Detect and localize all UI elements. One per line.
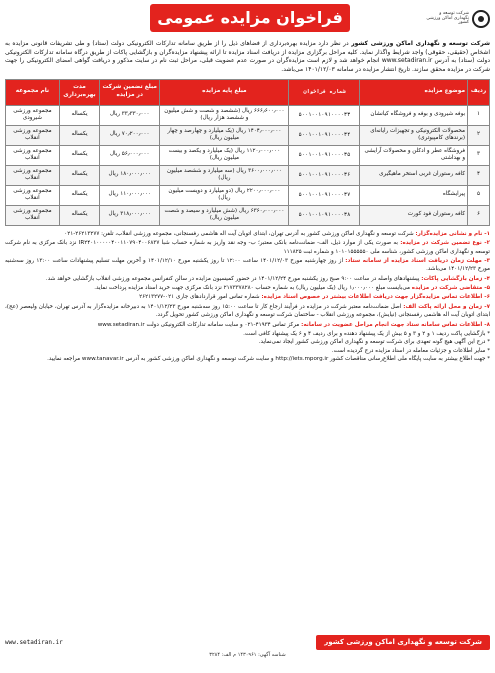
cell-subject: کافه رستوران غربی استخر ماهیگیری (360, 165, 468, 185)
cell-duration: یکساله (59, 125, 99, 145)
company-name: شرکت توسعه و نگهداری اماکن ورزشی کشور (316, 635, 490, 650)
note-item: ۷- زمان و محل ارائه پاکت الف: اصل ضمانت‌نامه معتبر شرکت در مزایده در فرآیند ارجاع کار تا ساعت ۱۵:۰۰ روز سه‌شنبه مورخ ۱۴۰۱/۱۲/۲۳ به دبیرخانه مزایده‌گزار به آدرس تهران، خیابان ولیعصر (عج)، ابتدای اتوبان آیت اله هاشمی رفسنجانی (نیایش)، مجموعه ورزشی انقلاب - ساختمان شرکت توسعه و نگهداری اماکن ورزشی کشور تحویل گردد. (5, 303, 490, 319)
cell-deposit: ۷۰٫۲۰۰٫۰۰۰ ریال (100, 125, 160, 145)
cell-subject: فروشگاه عطر و ادکلن و محصولات آرایشی و بهداشتی (360, 145, 468, 165)
intro-organization: شرکت توسعه و نگهداری اماکن ورزشی کشور (351, 40, 490, 47)
note-item: ۱- نام و نشانی مزایده‌گزار: شرکت توسعه و نگهداری اماکن ورزشی کشور به آدرس تهران، ابتدای اتوبان آیت اله هاشمی رفسنجانی، مجموعه ورزشی انقلاب، تلفن: ۲۶۲۱۳۲۷۷-۰۲۱ (64, 230, 490, 237)
cell-index: ۶ (468, 205, 490, 225)
cell-deposit: ۱۱۰٫۰۰۰٫۰۰۰ ریال (100, 185, 160, 205)
cell-base-price: ۲۲۰۰٫۰۰۰٫۰۰۰ ریال (دو میلیارد و دویست میلیون ریال) (160, 185, 289, 205)
intro-paragraph (5, 40, 490, 75)
col-header-call-number: شماره فراخوان (289, 79, 360, 105)
cell-subject: کافه رستوران فود کورت (360, 205, 468, 225)
table-row (6, 165, 490, 185)
cell-complex: مجموعه ورزشی انقلاب (6, 205, 60, 225)
cell-index: ۳ (468, 145, 490, 165)
cell-call-number: ۵۰۰۱۰۰۱۰۹۱۰۰۰۰۳۴ (289, 125, 360, 145)
bullet-item: * جهت اطلاع بیشتر به سایت پایگاه ملی اطلاع‌رسانی مناقصات کشور http://iets.mporg.ir و سایت شرکت توسعه و نگهداری اماکن ورزشی کشور به آدرس www.tanavar.ir مراجعه نمایید. (47, 356, 490, 363)
cell-complex: مجموعه ورزشی انقلاب (6, 185, 60, 205)
note-item: ۳- مهلت زمان دریافت اسناد مزایده از سامانه ستاد: از روز چهارشنبه مورخ ۱۴۰۱/۱۲/۰۳ ساعت ۱۲:۰۰ تا روز یکشنبه مورخ ۱۴۰۱/۱۲/۱۰ و آخرین مهلت تسلیم پیشنهادات ساعت ۱۳:۰۰ روز سه‌شنبه مورخ ۱۴۰۱/۱۲/۲۳ می‌باشد. (5, 257, 490, 273)
note-item: ۶- اطلاعات تماس مزایده‌گزار جهت دریافت اطلاعات بیشتر در خصوص اسناد مزایده: شماره تماس امور قراردادهای جاری ۰۲۱-۲۶۲۱۳۲۷۷ (139, 294, 490, 301)
cell-subject: بوفه شیرودی و بوفه و فروشگاه کیانشان (360, 105, 468, 125)
cell-base-price: ۱۱۲۰٫۰۰۰٫۰۰۰ ریال (یک میلیارد و یکصد و بیست میلیون ریال) (160, 145, 289, 165)
cell-duration: یکساله (59, 205, 99, 225)
cell-index: ۵ (468, 185, 490, 205)
website-link[interactable]: www.setadiran.ir (5, 638, 63, 646)
cell-index: ۲ (468, 125, 490, 145)
cell-complex: مجموعه ورزشی انقلاب (6, 125, 60, 145)
cell-duration: یکساله (59, 105, 99, 125)
cell-deposit: ۳۳٫۳۳۰٫۰۰۰ ریال (100, 105, 160, 125)
note-item: ۸- اطلاعات تماس سامانه ستاد جهت انجام مراحل عضویت در سامانه: مرکز تماس ۴۱۹۳۴-۰۲۱ و سایت سامانه تدارکات الکترونیکی دولت www.setadiran.ir (97, 321, 490, 328)
table-row (6, 145, 490, 165)
logo-caption: شرکت توسعه و نگهداری اماکن ورزشی کشور (426, 10, 469, 26)
intro-body: در نظر دارد مزایده بهره‌برداری از فضاهای ذیل را از طریق سامانه تدارکات الکترونیکی دولت (ستاد) و طی تشریفات قانونی مزایده به اشخاص (حقیقی، حقوقی) واجد شرایط واگذار نماید. کلیه مراحل برگزاری مزایده از دریافت اسناد مزایده تا ارائه پیشنهاد مزایده‌گران و بازگشایی پاکات از طریق درگاه سامانه تدارکات الکترونیکی دولت (ستاد) به آدرس www.setadiran.ir انجام خواهد شد و لازم است مزایده‌گران در صورت عدم عضویت قبلی، مراحل ثبت نام در سایت مذکور و دریافت گواهی امضای الکترونیکی را جهت شرکت در مزایده محقق سازند. تاریخ انتشار مزایده در سامانه ۱۴۰۱/۱۲/۰۳ می‌باشد. (5, 40, 490, 74)
table-row (6, 205, 490, 225)
cell-complex: مجموعه ورزشی انقلاب (6, 165, 60, 185)
cell-index: ۱ (468, 105, 490, 125)
col-header-complex: نام مجموعه (6, 79, 60, 105)
table-header-row (6, 79, 490, 105)
cell-subject: محصولات الکترونیکی و تجهیزات رایانه‌ای (برندهای کامپیوتری) (360, 125, 468, 145)
organization-logo (420, 7, 490, 31)
table-row (6, 125, 490, 145)
col-header-duration: مدت بهره‌برداری (59, 79, 99, 105)
col-header-deposit: مبلغ تضمین شرکت در مزایده (100, 79, 160, 105)
col-header-index: ردیف (468, 79, 490, 105)
cell-duration: یکساله (59, 145, 99, 165)
cell-duration: یکساله (59, 165, 99, 185)
col-header-subject: موضوع مزایده (360, 79, 468, 105)
cell-base-price: ۱۴۰۴٫۰۰۰٫۰۰۰ ریال (یک میلیارد و چهارصد و چهار میلیون ریال) (160, 125, 289, 145)
bullet-item: * بازگشایی پاکت ردیف ۱ و ۲ و ۳ و ۵ بیش از یک پیشنهاد دهنده و برای ردیف ۴ و ۶ یک پیشنهاد کافی است. (243, 331, 490, 338)
cell-call-number: ۵۰۰۱۰۰۱۰۹۱۰۰۰۰۳۵ (289, 145, 360, 165)
page-title: فراخوان مزایده عمومی (157, 8, 343, 28)
title-banner (150, 4, 350, 32)
note-item: ۵- متقاضی شرکت در مزایده می‌بایست مبلغ ۱٫۰۰۰٫۰۰۰ ریال (یک میلیون ریال) به شماره حساب ۲۱۷۳۳۷۸۲۸۰ نزد بانک مرکزی جهت خرید اسناد مزایده پرداخت نماید. (94, 285, 490, 292)
cell-call-number: ۵۰۰۱۰۰۱۰۹۱۰۰۰۰۳۳ (289, 105, 360, 125)
cell-index: ۴ (468, 165, 490, 185)
bullet-list (5, 330, 490, 364)
auction-table (5, 79, 490, 226)
cell-base-price: ۶۳۶۰٫۰۰۰٫۰۰۰ ریال (شش میلیارد و سیصد و شصت میلیون ریال) (160, 205, 289, 225)
cell-subject: پیرایشگاه (360, 185, 468, 205)
cell-base-price: ۳۶۰۰٫۰۰۰٫۰۰۰ ریال (سه میلیارد و ششصد میلیون ریال) (160, 165, 289, 185)
table-row (6, 185, 490, 205)
bullet-item: * درج این آگهی هیچ گونه تعهدی برای شرکت توسعه و نگهداری اماکن ورزشی کشور ایجاد نمی‌نماید. (258, 339, 490, 346)
note-item: ۴- زمان بازگشایی پاکات: پیشنهادهای واصله در ساعت ۹:۰۰ صبح روز یکشنبه مورخ ۱۴۰۱/۱۲/۲۴ در حضور کمیسیون مزایده در سالن کنفرانس مجموعه ورزشی انقلاب بازگشایی خواهد شد. (45, 275, 490, 282)
col-header-base-price: مبلغ پایه مزایده (160, 79, 289, 105)
notes-section (5, 230, 490, 329)
cell-call-number: ۵۰۰۱۰۰۱۰۹۱۰۰۰۰۳۶ (289, 165, 360, 185)
cell-deposit: ۳۱۸٫۰۰۰٫۰۰۰ ریال (100, 205, 160, 225)
footer (5, 635, 490, 669)
cell-deposit: ۵۶٫۰۰۰٫۰۰۰ ریال (100, 145, 160, 165)
cell-call-number: ۵۰۰۱۰۰۱۰۹۱۰۰۰۰۳۸ (289, 205, 360, 225)
ad-identifier: شناسه آگهی: ۱۴۳۰۹۶۱ م الف: ۳۲۸۴ (209, 652, 286, 659)
cell-deposit: ۱۸۰٫۰۰۰٫۰۰۰ ریال (100, 165, 160, 185)
emblem-icon (472, 10, 490, 28)
note-item: ۲- نوع تضمین شرکت در مزایده: به صورت یکی از موارد ذیل، الف- ضمانت‌نامه بانکی معتبر؛ ب- وجه نقد واریز به شماره حساب شبا IR۲۴۰۱۰۰۰۰۰۴۰۰۱۱۰۷۹۰۴۰۰۶۸۳۷ نزد بانک مرکزی به نام شرکت توسعه و نگهداری اماکن ورزشی کشور، شناسه ملی ۱۰۱۰۱۵۵۵۵۵۰ و شماره ثبت ۱۱۱۸۲۵ (5, 240, 490, 255)
cell-call-number: ۵۰۰۱۰۰۱۰۹۱۰۰۰۰۳۷ (289, 185, 360, 205)
table-row (6, 105, 490, 125)
cell-complex: مجموعه ورزشی انقلاب (6, 145, 60, 165)
cell-complex: مجموعه ورزشی شیرودی (6, 105, 60, 125)
cell-duration: یکساله (59, 185, 99, 205)
cell-base-price: ۶۶۶٫۶۰۰٫۰۰۰ ریال (ششصد و شصت و شش میلیون و ششصد هزار ریال) (160, 105, 289, 125)
bullet-item: * سایر اطلاعات و جزئیات معامله در اسناد مزایده درج گردیده است. (331, 347, 490, 354)
